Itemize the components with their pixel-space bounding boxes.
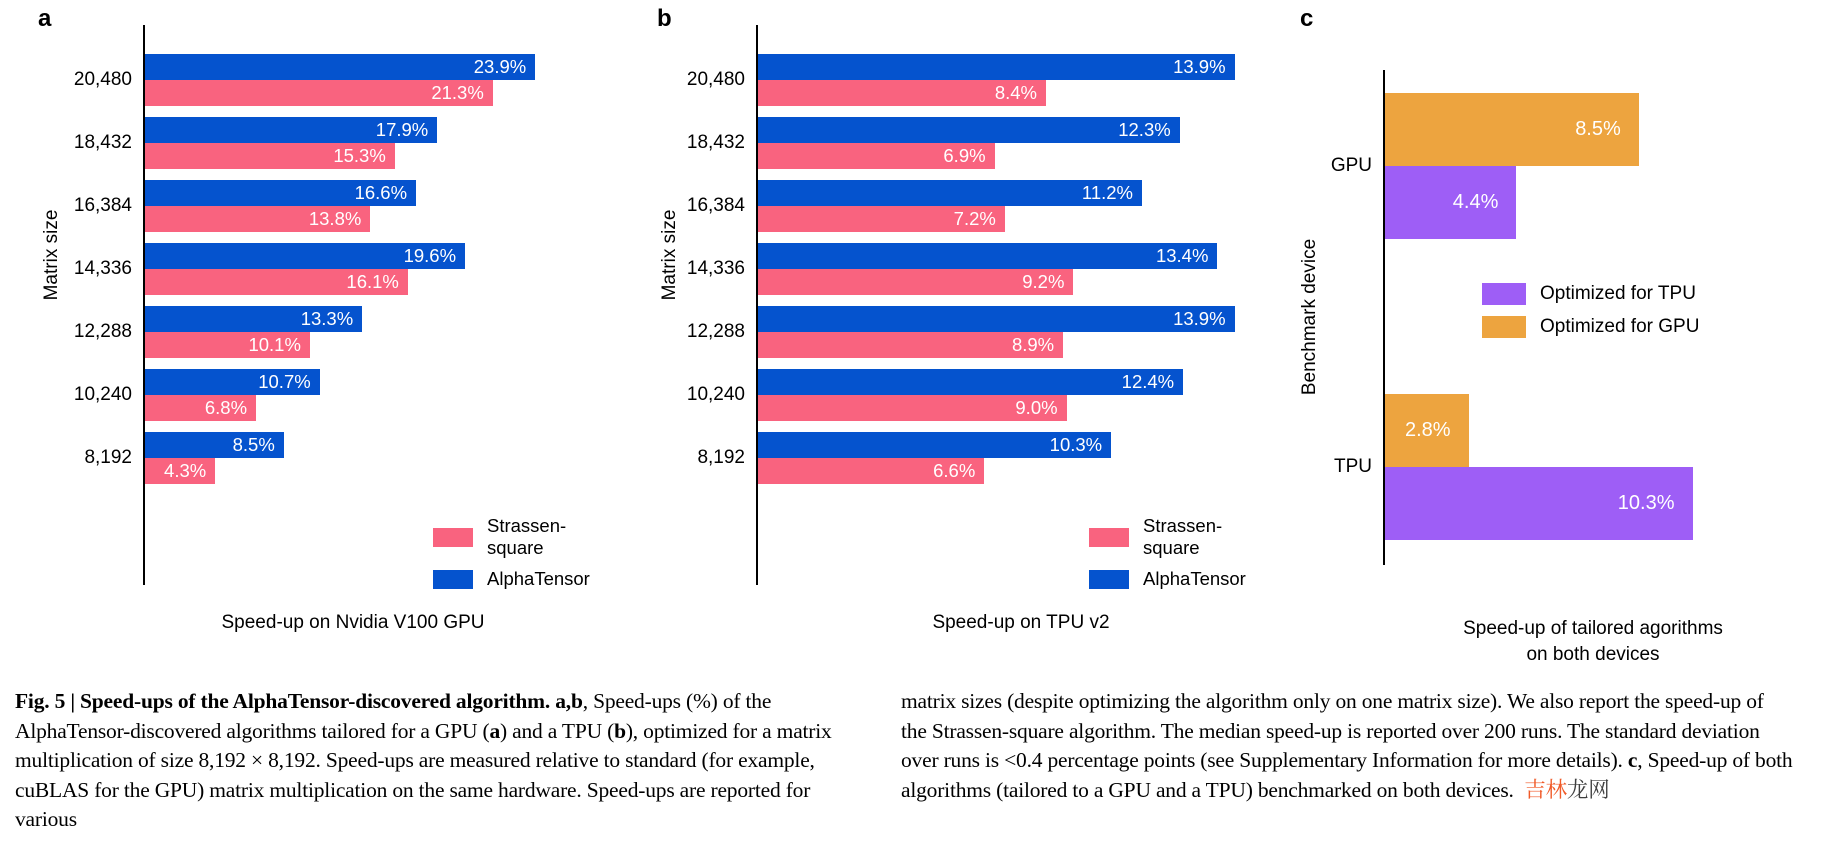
bar-optimized-for-tpu bbox=[1385, 467, 1693, 540]
y-tick-label: 12,288 bbox=[73, 321, 132, 342]
bar-value-label: 2.8% bbox=[1405, 419, 1451, 441]
y-tick-label: 16,384 bbox=[686, 195, 745, 216]
bar-strassen-square bbox=[758, 458, 984, 484]
panel-a-y-axis-title: Matrix size bbox=[41, 209, 62, 301]
bar-value-label: 15.3% bbox=[333, 145, 386, 166]
bar-alphatensor bbox=[145, 369, 320, 395]
bar-value-label: 13.4% bbox=[1155, 245, 1209, 266]
y-tick-label: 20,480 bbox=[73, 69, 132, 90]
bar-value-label: 13.9% bbox=[1173, 308, 1226, 329]
y-tick-label: TPU bbox=[1334, 456, 1372, 477]
bar-value-label: 7.2% bbox=[953, 208, 996, 229]
y-tick-label: 14,336 bbox=[73, 258, 132, 279]
caption-left-column bbox=[15, 687, 873, 835]
bar-value-label: 8.4% bbox=[994, 82, 1037, 103]
caption-text-run: , Speed-ups (%) of the AlphaTensor-discovered algorithms tailored for a GPU ( bbox=[15, 689, 772, 743]
caption-text-run: , Speed-up of both algorithms (tailored to a GPU and a TPU) benchmarked on both devices. bbox=[901, 748, 1793, 802]
caption-text-run: a,b bbox=[555, 689, 583, 713]
bar-strassen-square bbox=[758, 269, 1073, 295]
bar-value-label: 13.3% bbox=[300, 308, 354, 329]
bar-group-gpu bbox=[1330, 93, 1803, 239]
caption-text-run: Fig. 5 | Speed-ups of the AlphaTensor-discovered algorithm. bbox=[15, 689, 556, 713]
bar-group-8-192 bbox=[84, 432, 563, 484]
bar-value-label: 21.3% bbox=[431, 82, 484, 103]
bar-value-label: 9.2% bbox=[1022, 271, 1065, 292]
watermark-text: 龙网 bbox=[1566, 777, 1610, 802]
legend-item bbox=[433, 515, 615, 559]
panel-c-letter: c bbox=[1300, 5, 1314, 32]
bar-alphatensor bbox=[145, 243, 465, 269]
y-tick-label: 18,432 bbox=[73, 132, 132, 153]
bar-alphatensor bbox=[758, 432, 1111, 458]
bar-alphatensor bbox=[145, 432, 284, 458]
bar-value-label: 13.8% bbox=[308, 208, 362, 229]
bar-strassen-square bbox=[145, 80, 493, 106]
bar-group-14-336 bbox=[73, 243, 563, 295]
bar-optimized-for-tpu bbox=[1385, 166, 1516, 239]
caption-text-run: matrix sizes (despite optimizing the algorithm only on one matrix size). We also report the speed-up of the Strassen-square algorithm. The median speed-up is reported over 200 runs. The standard deviation over runs is <0.4 percentage points (see Supplementary Information for more details). bbox=[901, 689, 1764, 772]
caption-right-column bbox=[901, 687, 1794, 805]
bar-value-label: 10.3% bbox=[1049, 434, 1103, 455]
bar-group-18-432 bbox=[73, 117, 563, 169]
caption-text-run: c bbox=[1627, 748, 1638, 772]
bar-alphatensor bbox=[758, 54, 1235, 80]
bar-value-label: 6.9% bbox=[943, 145, 986, 166]
bar-strassen-square bbox=[145, 143, 395, 169]
bar-group-tpu bbox=[1334, 394, 1803, 540]
bar-strassen-square bbox=[758, 143, 995, 169]
bar-group-10-240 bbox=[73, 369, 563, 421]
bar-strassen-square bbox=[145, 269, 408, 295]
bar-value-label: 16.6% bbox=[354, 182, 408, 203]
bar-value-label: 6.8% bbox=[204, 397, 248, 418]
bar-value-label: 4.3% bbox=[164, 460, 207, 481]
bar-alphatensor bbox=[145, 117, 437, 143]
y-tick-label: 10,240 bbox=[686, 384, 745, 405]
panel-b-letter: b bbox=[657, 5, 672, 32]
bar-alphatensor bbox=[758, 117, 1180, 143]
chart-a-plot bbox=[73, 25, 563, 585]
y-tick-label: 16,384 bbox=[73, 195, 132, 216]
bar-value-label: 11.2% bbox=[1081, 182, 1133, 203]
y-tick-label: 18,432 bbox=[686, 132, 745, 153]
bar-alphatensor bbox=[758, 369, 1183, 395]
bar-value-label: 13.9% bbox=[1173, 56, 1226, 77]
bar-value-label: 17.9% bbox=[375, 119, 429, 140]
bar-alphatensor bbox=[758, 180, 1142, 206]
legend-label: AlphaTensor bbox=[1143, 568, 1246, 589]
bar-optimized-for-gpu bbox=[1385, 93, 1639, 166]
caption-text-run: a bbox=[489, 718, 501, 743]
panel-c-y-axis-title: Benchmark device bbox=[1299, 238, 1320, 396]
bar-value-label: 8.5% bbox=[232, 434, 275, 455]
y-tick-label: 12,288 bbox=[686, 321, 745, 342]
legend-swatch-icon bbox=[1482, 316, 1526, 338]
y-tick-label: 10,240 bbox=[73, 384, 132, 405]
legend-item bbox=[1482, 316, 1699, 338]
watermark-text: 吉林 bbox=[1524, 777, 1567, 802]
chart-a-x-axis-title: Speed-up on Nvidia V100 GPU bbox=[221, 612, 485, 633]
bar-alphatensor bbox=[758, 306, 1235, 332]
bar-value-label: 10.3% bbox=[1617, 492, 1675, 514]
bar-value-label: 9.0% bbox=[1015, 397, 1058, 418]
chart-b-x-axis-title: Speed-up on TPU v2 bbox=[932, 612, 1110, 633]
legend-swatch-icon bbox=[433, 570, 473, 589]
bar-value-label: 10.1% bbox=[248, 334, 301, 355]
panel-b-y-axis-title: Matrix size bbox=[659, 209, 680, 301]
legend-swatch-icon bbox=[1089, 570, 1129, 589]
legend-label: Optimized for TPU bbox=[1540, 283, 1696, 304]
bar-strassen-square bbox=[145, 332, 310, 358]
legend-item bbox=[433, 568, 615, 590]
chart-c-x-axis-title-line2: on both devices bbox=[1526, 644, 1660, 665]
legend-label: Strassen-square bbox=[1143, 515, 1223, 558]
bar-strassen-square bbox=[758, 206, 1005, 232]
chart-c-x-axis-title-line1: Speed-up of tailored agorithms bbox=[1463, 618, 1723, 639]
legend-label: Optimized for GPU bbox=[1540, 316, 1700, 337]
panel-a-letter: a bbox=[38, 5, 52, 32]
bar-value-label: 8.9% bbox=[1011, 334, 1055, 355]
bar-value-label: 6.6% bbox=[933, 460, 976, 481]
y-tick-label: 20,480 bbox=[686, 69, 745, 90]
bar-value-label: 12.4% bbox=[1121, 371, 1175, 392]
legend-swatch-icon bbox=[1089, 528, 1129, 547]
legend-swatch-icon bbox=[433, 528, 473, 547]
bar-strassen-square bbox=[758, 80, 1046, 106]
bar-value-label: 19.6% bbox=[403, 245, 457, 266]
chart-a-legend bbox=[433, 515, 615, 590]
y-tick-label: 14,336 bbox=[686, 258, 745, 279]
bar-alphatensor bbox=[758, 243, 1217, 269]
bar-value-label: 10.7% bbox=[258, 371, 311, 392]
bar-value-label: 16.1% bbox=[346, 271, 399, 292]
bar-group-20-480 bbox=[73, 54, 563, 106]
bar-strassen-square bbox=[145, 206, 370, 232]
bar-value-label: 8.5% bbox=[1575, 118, 1621, 140]
bar-group-16-384 bbox=[73, 180, 563, 232]
panel-a bbox=[0, 0, 615, 665]
legend-swatch-icon bbox=[1482, 283, 1526, 305]
legend-item bbox=[1482, 283, 1699, 305]
bar-group-12-288 bbox=[73, 306, 563, 358]
panel-c bbox=[1185, 0, 1822, 665]
y-tick-label: 8,192 bbox=[697, 447, 745, 468]
bar-value-label: 12.3% bbox=[1118, 119, 1171, 140]
bar-alphatensor bbox=[145, 180, 416, 206]
bar-alphatensor bbox=[145, 54, 535, 80]
panel-b bbox=[615, 0, 1246, 665]
caption-text-run: b bbox=[614, 718, 626, 743]
bar-value-label: 23.9% bbox=[473, 56, 527, 77]
bar-strassen-square bbox=[145, 458, 215, 484]
bar-strassen-square bbox=[758, 395, 1067, 421]
legend-label: AlphaTensor bbox=[487, 568, 590, 589]
chart-c-legend bbox=[1482, 283, 1699, 338]
bar-optimized-for-gpu bbox=[1385, 394, 1469, 467]
caption-text-run: ) and a TPU ( bbox=[500, 718, 615, 743]
y-tick-label: 8,192 bbox=[84, 447, 132, 468]
legend-label: Strassen-square bbox=[487, 515, 567, 558]
bar-value-label: 4.4% bbox=[1452, 191, 1499, 213]
bar-alphatensor bbox=[145, 306, 362, 332]
bar-strassen-square bbox=[758, 332, 1063, 358]
y-tick-label: GPU bbox=[1330, 155, 1372, 176]
bar-strassen-square bbox=[145, 395, 256, 421]
caption-text-run: ), optimized for a matrix multiplication of size 8,192 × 8,192. Speed-ups are measured relative to standard (for example, cuBLAS for the GPU) matrix multiplication on the same hardware. Speed-ups are reported for various bbox=[15, 718, 832, 831]
chart-c-x-axis-title bbox=[1363, 616, 1822, 668]
